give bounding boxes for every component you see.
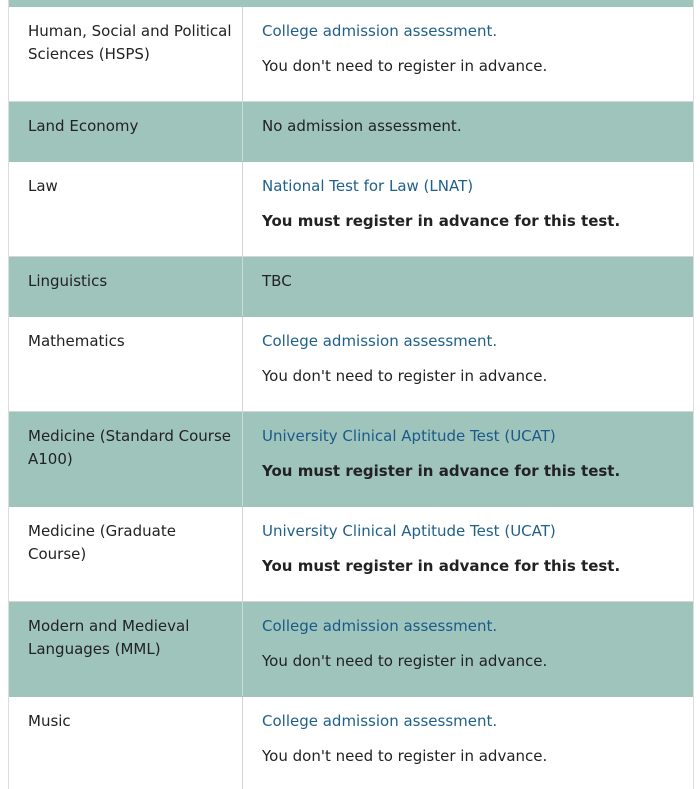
subject-cell: Medicine (Standard Course A100) bbox=[9, 412, 243, 506]
table-row bbox=[9, 412, 693, 507]
assessment-cell bbox=[243, 697, 693, 789]
subject-cell: Music bbox=[9, 697, 243, 789]
table-row bbox=[9, 162, 693, 257]
assessment-link[interactable]: College admission assessment. bbox=[262, 712, 498, 730]
subject-cell: Human, Social and Political Sciences (HSPS) bbox=[9, 7, 243, 101]
assessment-link[interactable]: National Test for Law (LNAT) bbox=[262, 177, 474, 195]
assessment-cell bbox=[243, 7, 693, 101]
registration-note: You don't need to register in advance. bbox=[262, 367, 548, 385]
table-row bbox=[9, 102, 693, 162]
assessment-cell bbox=[243, 257, 693, 316]
assessment-link[interactable]: College admission assessment. bbox=[262, 617, 498, 635]
subject-cell: Mathematics bbox=[9, 317, 243, 411]
assessment-text: No admission assessment. bbox=[262, 117, 462, 135]
subject-cell: Modern and Medieval Languages (MML) bbox=[9, 602, 243, 696]
subject-cell: Land Economy bbox=[9, 102, 243, 161]
assessment-cell bbox=[243, 102, 693, 161]
assessment-link[interactable]: College admission assessment. bbox=[262, 22, 498, 40]
assessment-link[interactable]: College admission assessment. bbox=[262, 332, 498, 350]
table-row bbox=[9, 507, 693, 602]
assessment-link[interactable]: University Clinical Aptitude Test (UCAT) bbox=[262, 522, 556, 540]
registration-note: You don't need to register in advance. bbox=[262, 57, 548, 75]
assessment-cell bbox=[243, 602, 693, 696]
table-row bbox=[9, 697, 693, 789]
registration-note: You don't need to register in advance. bbox=[262, 652, 548, 670]
assessment-cell bbox=[243, 507, 693, 601]
table-row bbox=[9, 317, 693, 412]
registration-note: You must register in advance for this test. bbox=[262, 212, 621, 230]
assessment-text: TBC bbox=[262, 272, 292, 290]
assessment-cell bbox=[243, 412, 693, 506]
table-row bbox=[9, 7, 693, 102]
table-row bbox=[9, 257, 693, 317]
registration-note: You don't need to register in advance. bbox=[262, 747, 548, 765]
assessment-cell bbox=[243, 317, 693, 411]
registration-note: You must register in advance for this test. bbox=[262, 557, 621, 575]
subject-cell: Linguistics bbox=[9, 257, 243, 316]
registration-note: You must register in advance for this test. bbox=[262, 462, 621, 480]
subject-cell: Law bbox=[9, 162, 243, 256]
subject-cell: Medicine (Graduate Course) bbox=[9, 507, 243, 601]
table-top-strip bbox=[9, 0, 693, 7]
admissions-assessment-table bbox=[8, 0, 694, 789]
table-row bbox=[9, 602, 693, 697]
assessment-link[interactable]: University Clinical Aptitude Test (UCAT) bbox=[262, 427, 556, 445]
assessment-cell bbox=[243, 162, 693, 256]
